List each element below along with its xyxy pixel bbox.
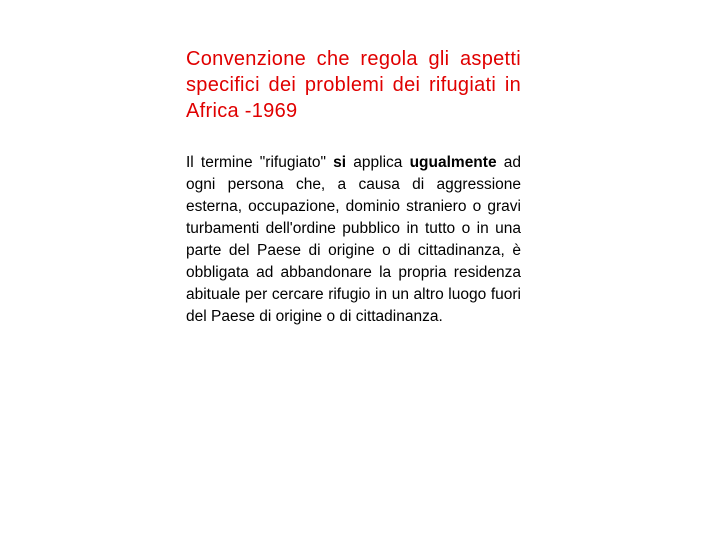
body-text-part1: Il termine "rifugiato" [186,154,334,171]
body-text-emphasis-si: si [333,154,347,171]
slide-title: Convenzione che regola gli aspetti specifici dei problemi dei rifugiati in Africa -1969 [186,48,521,122]
body-text-emphasis-ugualmente: ugualmente [409,154,497,171]
body-text-part3: ad ogni persona che, a causa di aggressione esterna, occupazione, dominio straniero o gravi turbamenti dell'ordine pubblico in tutto o in una parte del Paese di origine o di cittadinanza, è obbligata ad abbandonare la propria residenza abituale per cercare rifugio in un altro luogo fuori del Paese di origine o di cittadinanza. [186,154,521,325]
body-text-part2: applica [346,154,410,171]
slide-body-text [186,152,521,328]
slide-content [186,46,521,328]
